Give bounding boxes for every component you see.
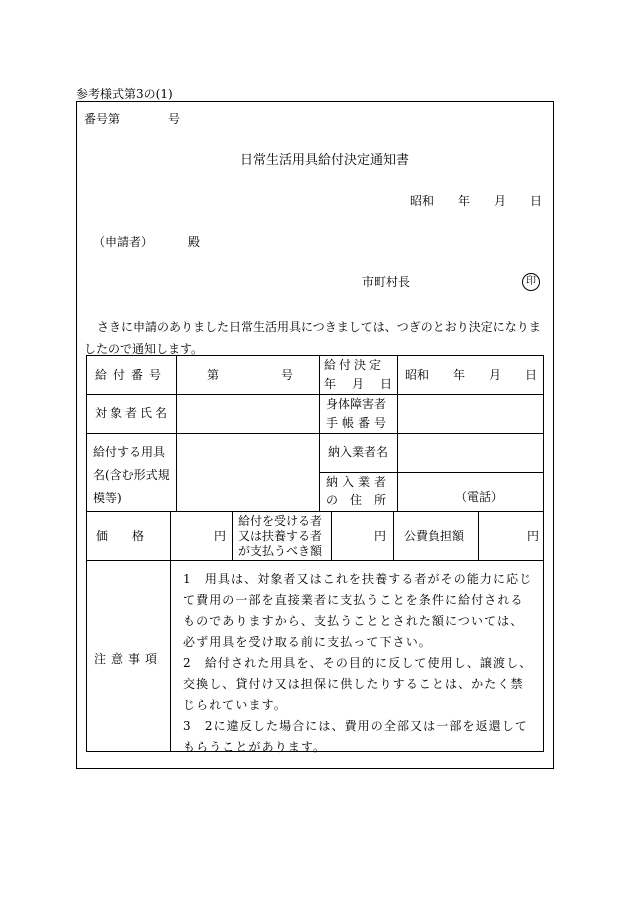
vendor-address-label-line2: の 住 所 [326,493,387,507]
decision-date-value: 昭和 年 月 日 [405,368,538,382]
date-line: 昭和 年 月 日 [410,194,543,208]
note-item-2: 2 給付された用具を、その目的に反して使用し、譲渡し、交換し、貸付け又は担保に供したりすることは、かたく禁じられています。 [183,656,533,712]
seal-mark: 印 [522,273,540,291]
applicant-label: （申請者） [93,235,154,249]
payment-number-suffix: 号 [281,368,294,382]
public-burden-label: 公費負担額 [404,529,465,543]
number-line: 番号第 号 [84,112,181,126]
phone-label: （電話） [455,490,504,504]
handbook-label-line2: 手帳番号 [326,416,391,430]
decision-date-label-line2: 年 月 日 [324,377,395,391]
notes-label: 注意事項 [94,652,163,666]
form-reference: 参考様式第3の(1) [76,87,173,101]
item-label-line2: 名(含む形式規 [93,468,170,482]
price-label: 価 格 [96,529,145,543]
public-burden-yen: 円 [527,529,540,543]
item-label-line1: 給付する用具 [93,445,166,459]
body-text: さきに申請のありました日常生活用具につきましては、つぎのとおり決定になりましたので通知します。 [84,320,541,356]
payer-yen: 円 [374,529,387,543]
honorific: 殿 [188,235,201,249]
payer-label-line2: 又は扶養する者 [238,529,323,543]
price-yen: 円 [214,529,227,543]
vendor-name-label: 納入業者名 [328,445,389,459]
issuer: 市町村長 [362,275,411,289]
note-item-1: 1 用具は、対象者又はこれを扶養する者がその能力に応じて費用の一部を直接業者に支払うことを条件に給付されるものでありますから、支払うこととされた額については、必ず用具を受け取る前に支払って下さい。 [183,572,533,649]
payment-number-label: 給付番号 [95,368,168,382]
note-item-3: 3 2に違反した場合には、費用の全部又は一部を返還してもらうことがあります。 [183,719,528,754]
decision-date-label-line1: 給付決定 [324,358,385,372]
payment-number-prefix: 第 [207,368,220,382]
payer-label-line3: が支払うべき額 [238,544,323,558]
handbook-label-line1: 身体障害者 [326,397,387,411]
payer-label-line1: 給付を受ける者 [238,514,323,528]
subject-name-label: 対象者氏名 [95,406,171,420]
vendor-address-label-line1: 納入業者 [326,475,391,489]
item-label-line3: 模等) [93,491,122,505]
document-title: 日常生活用具給付決定通知書 [240,153,410,168]
